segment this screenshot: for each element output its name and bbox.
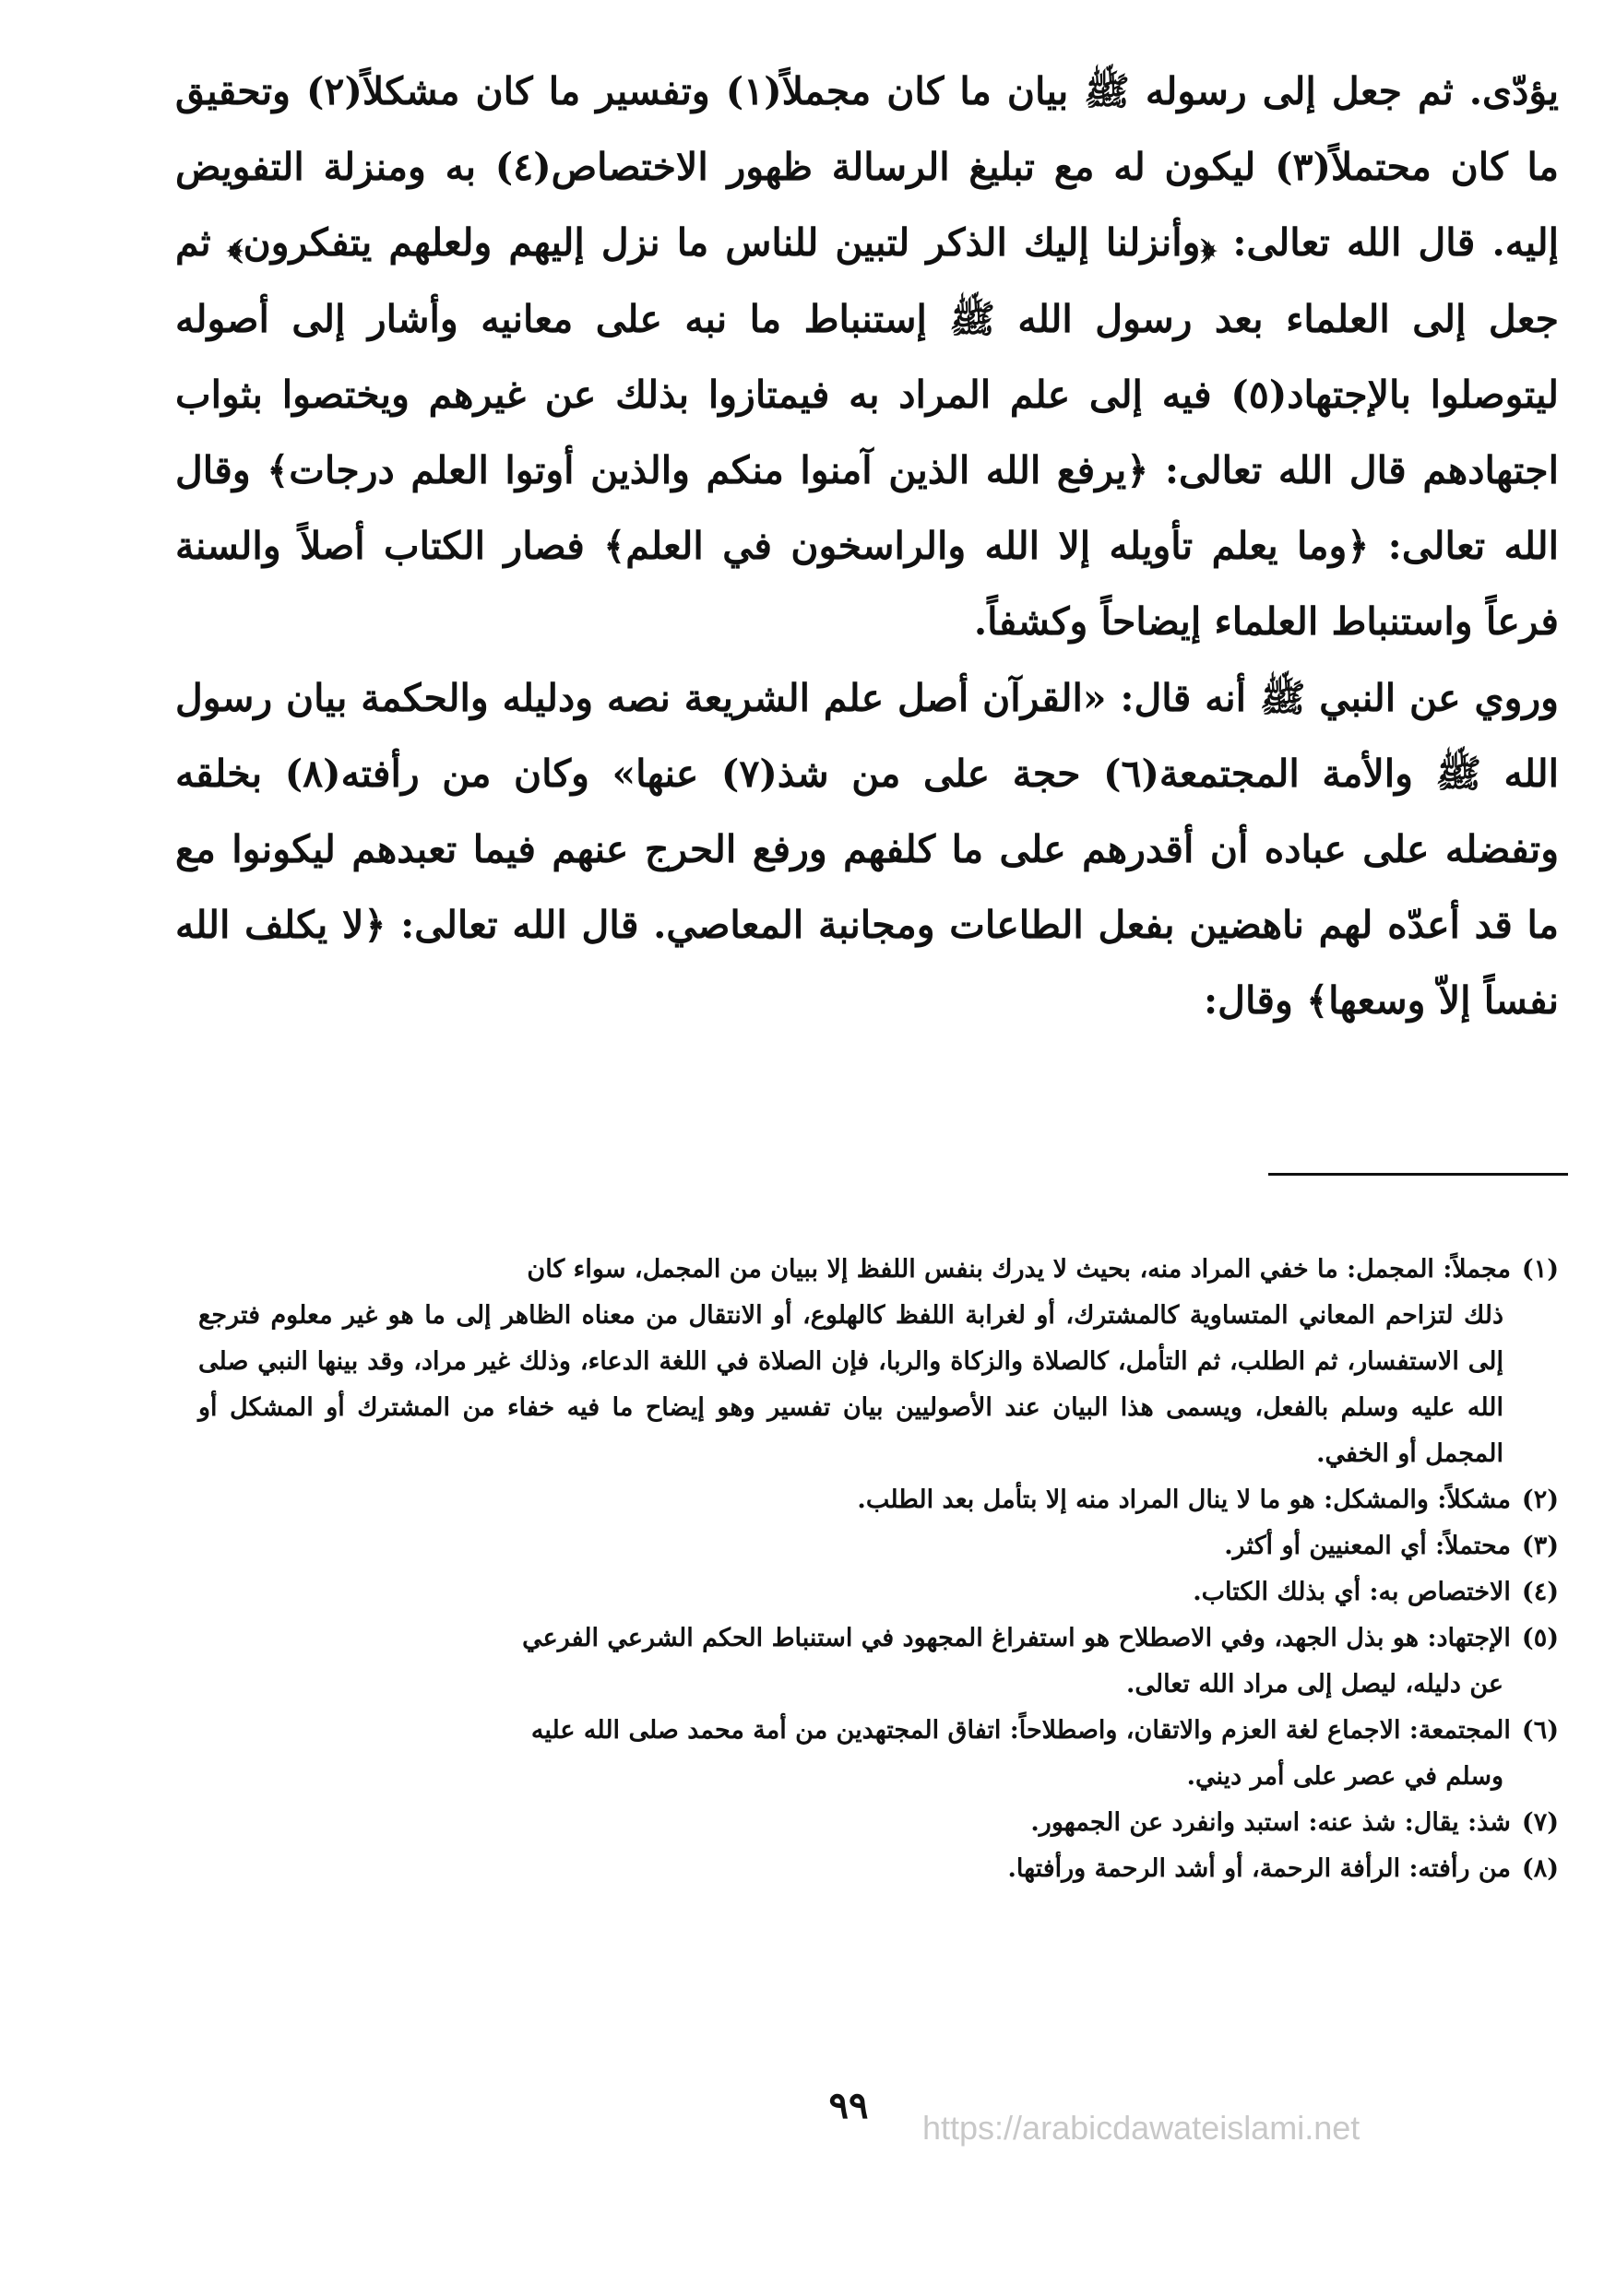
footnote-separator [1268,1173,1568,1176]
footnote-continuation: عن دليله، ليصل إلى مراد الله تعالى. [1126,1670,1503,1698]
footnote-continuation: ذلك لتزاحم المعاني المتساوية كالمشترك، أو لغرابة اللفظ كالهلوع، أو الانتقال من معناه الظاهر إلى ما هو غير معلوم فترجع إلى الاستفسار، ثم الطلب، ثم التأمل، كالصلاة والزكاة والربا، فإن الصلاة في اللغة الدعاء، وذلك غير مراد، وقد بينها النبي صلى الله عليه وسلم بالفعل، ويسمى هذا البيان عند الأصوليين بيان تفسير وهو إيضاح ما فيه خفاء من المشترك أو المشكل أو المجمل أو الخفي. [198,1301,1503,1468]
footnote-3 [198,1523,1559,1569]
footnote-number: (٣) [1521,1532,1559,1560]
footnote-8 [198,1846,1559,1892]
footnote-number: (٧) [1521,1808,1559,1837]
footnote-5 [198,1615,1559,1708]
footnote-text: المجتمعة: الاجماع لغة العزم والاتقان، واصطلاحاً: اتفاق المجتهدين من أمة محمد صلى الله عليه [530,1716,1511,1745]
footnote-number: (٦) [1521,1716,1559,1745]
main-paragraph-1: يؤدّى. ثم جعل إلى رسوله ﷺ بيان ما كان مجملاً(١) وتفسير ما كان مشكلاً(٢) وتحقيق ما كان محتملاً(٣) ليكون له مع تبليغ الرسالة ظهور الاختصاص(٤) به ومنزلة التفويض إليه. قال الله تعالى: ﴿وأنزلنا إليك الذكر لتبين للناس ما نزل إليهم ولعلهم يتفكرون﴾ ثم جعل إلى العلماء بعد رسول الله ﷺ إستنباط ما نبه على معانيه وأشار إلى أصوله ليتوصلوا بالإجتهاد(٥) فيه إلى علم المراد به فيمتازوا بذلك عن غيرهم ويختصوا بثواب اجتهادهم قال الله تعالى: ﴿يرفع الله الذين آمنوا منكم والذين أوتوا العلم درجات﴾ وقال الله تعالى: ﴿وما يعلم تأويله إلا الله والراسخون في العلم﴾ فصار الكتاب أصلاً والسنة فرعاً واستنباط العلماء إيضاحاً وكشفاً. [175,69,1560,645]
footnote-text: شذ: يقال: شذ عنه: استبد وانفرد عن الجمهور. [1030,1808,1511,1837]
footnote-text: مشكلاً: والمشكل: هو ما لا ينال المراد منه إلا بتأمل بعد الطلب. [857,1485,1511,1514]
footnote-2 [198,1477,1559,1523]
footnote-number: (٢) [1521,1485,1559,1514]
footnote-number: (٥) [1521,1624,1559,1652]
footnote-text: الاختصاص به: أي بذلك الكتاب. [1193,1578,1511,1606]
footnote-text: محتملاً: أي المعنيين أو أكثر. [1224,1532,1511,1560]
footnote-number: (١) [1521,1255,1559,1284]
footnote-4 [198,1569,1559,1615]
footnote-number: (٤) [1521,1578,1559,1606]
main-paragraph-2: وروي عن النبي ﷺ أنه قال: «القرآن أصل علم الشريعة نصه ودليله والحكمة بيان رسول الله ﷺ والأمة المجتمعة(٦) حجة على من شذ(٧) عنها» وكان من رأفته(٨) بخلقه وتفضله على عباده أن أقدرهم على ما كلفهم ورفع الحرج عنهم فيما تعبدهم ليكونوا مع ما قد أعدّه لهم ناهضين بفعل الطاعات ومجانبة المعاصي. قال الله تعالى: ﴿لا يكلف الله نفساً إلاّ وسعها﴾ وقال: [175,675,1559,1024]
footnote-number: (٨) [1521,1854,1559,1883]
page-number: ٩٩ [828,2084,869,2127]
footnote-text: الإجتهاد: هو بذل الجهد، وفي الاصطلاح هو استفراغ المجهود في استنباط الحكم الشرعي الفرعي [522,1624,1511,1652]
footnote-continuation: وسلم في عصر على أمر ديني. [1186,1762,1503,1791]
footnote-1 [198,1247,1559,1477]
footnote-7 [198,1800,1559,1846]
footnote-6 [198,1708,1559,1800]
footnote-text: مجملاً: المجمل: ما خفي المراد منه، بحيث لا يدرك بنفس اللفظ إلا ببيان من المجمل، سواء كان [527,1255,1511,1284]
footnote-text: من رأفته: الرأفة الرحمة، أو أشد الرحمة ورأفتها. [1007,1854,1511,1883]
footnotes-section [198,1247,1559,1892]
main-text-body [175,53,1559,1039]
watermark-url: https://arabicdawateislami.net [922,2109,1360,2147]
